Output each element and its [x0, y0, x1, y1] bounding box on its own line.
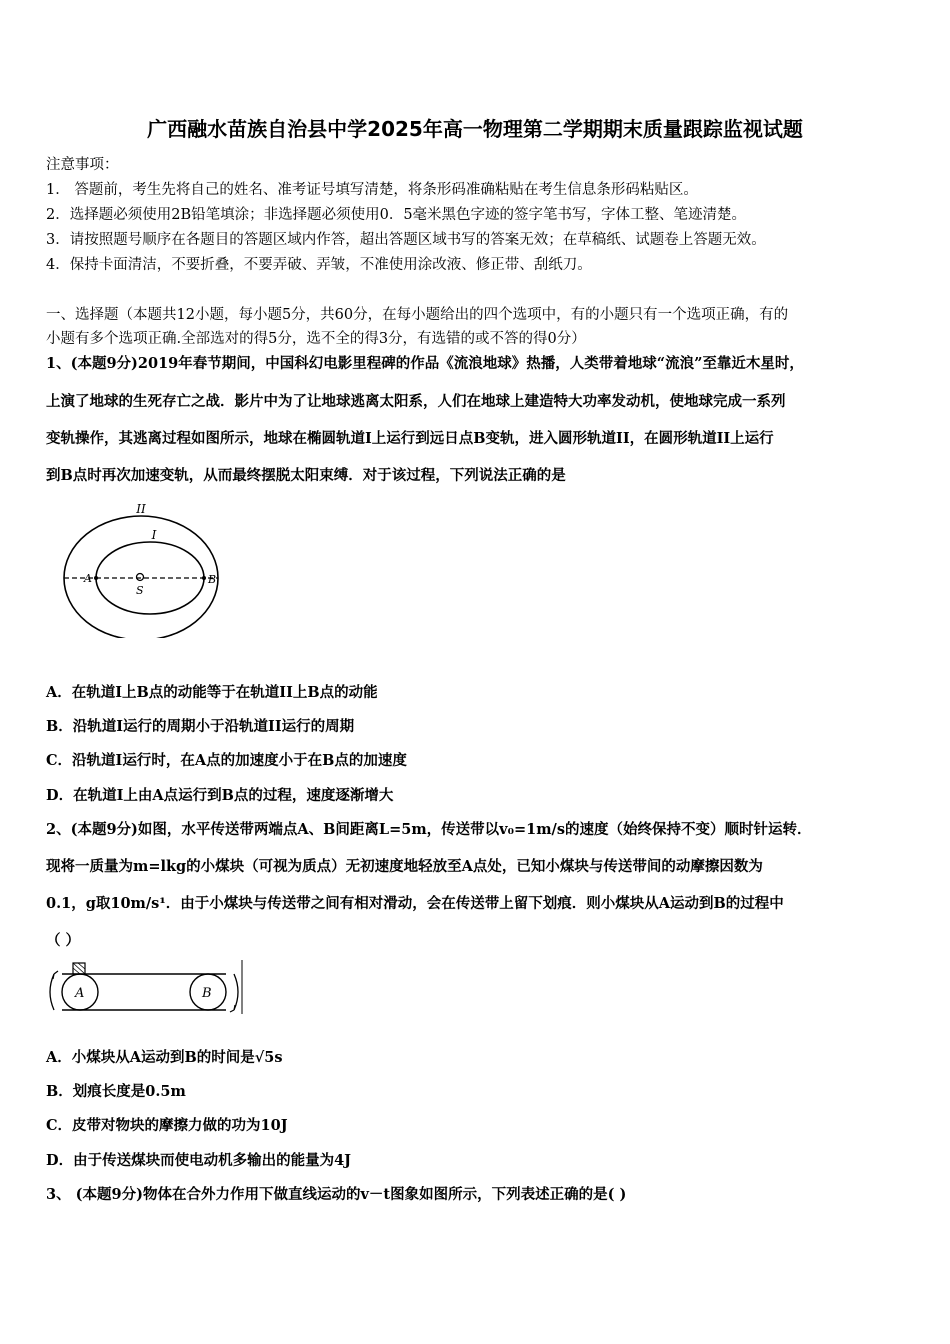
- notice-item-4: 4．保持卡面清洁，不要折叠，不要弄破、弄皱，不准使用涂改液、修正带、刮纸刀。: [46, 257, 592, 273]
- point-a-label: A: [84, 572, 92, 585]
- pulley-b-label: B: [202, 986, 212, 1001]
- q2-option-a: A．小煤块从A运动到B的时间是√5s: [46, 1049, 283, 1066]
- page-title: 广西融水苗族自治县中学2025年高一物理第二学期期末质量跟踪监视试题: [147, 117, 803, 141]
- q1-option-a: A．在轨道I上B点的动能等于在轨道II上B点的动能: [46, 684, 378, 701]
- q1-option-d: D．在轨道I上由A点运行到B点的过程，速度逐渐增大: [46, 787, 394, 804]
- right-rotation-arrow: [234, 974, 238, 1010]
- q2-stem-line-2: 现将一质量为m=lkg的小煤块（可视为质点）无初速度地轻放至A点处，已知小煤块与传送带间的动摩擦因数为: [46, 858, 763, 875]
- q3-stem: 3、 (本题9分)物体在合外力作用下做直线运动的v－t图象如图所示，下列表述正确的是( ): [46, 1186, 627, 1203]
- q1-orbit-figure: [46, 498, 236, 638]
- notice-item-3: 3．请按照题号顺序在各题目的答题区域内作答，超出答题区域书写的答案无效；在草稿纸、试题卷上答题无效。: [46, 232, 766, 248]
- q1-stem-line-3: 变轨操作，其逃离过程如图所示，地球在椭圆轨道I上运行到远日点B变轨，进入圆形轨道II，在圆形轨道II上运行: [46, 430, 774, 447]
- section-instructions-line-2: 小题有多个选项正确.全部选对的得5分，选不全的得3分，有选错的或不答的得0分）: [46, 331, 586, 347]
- point-b-label: B: [208, 573, 217, 586]
- notice-heading: 注意事项：: [46, 157, 119, 173]
- q1-option-c: C．沿轨道I运行时，在A点的加速度小于在B点的加速度: [46, 752, 407, 769]
- sun-label: S: [136, 584, 144, 597]
- pulley-a-label: A: [75, 986, 85, 1001]
- q2-option-b: B．划痕长度是0.5m: [46, 1083, 186, 1100]
- q2-option-d: D．由于传送煤块而使电动机多输出的能量为4J: [46, 1152, 352, 1169]
- q1-option-b: B．沿轨道I运行的周期小于沿轨道II运行的周期: [46, 718, 355, 735]
- q1-stem-line-4: 到B点时再次加速变轨，从而最终摆脱太阳束缚．对于该过程，下列说法正确的是: [46, 467, 566, 484]
- left-rotation-arrow: [50, 974, 54, 1010]
- orbit-i-label: I: [151, 528, 157, 542]
- sun-point: [137, 574, 144, 581]
- q2-stem-line-3: 0.1，g取10m/s¹．由于小煤块与传送带之间有相对滑动，会在传送带上留下划痕．则小煤块从A运动到B的过程中: [46, 895, 784, 912]
- q1-stem-line-1: 1、(本题9分)2019年春节期间，中国科幻电影里程碑的作品《流浪地球》热播，人类带着地球“流浪”至靠近木星时，: [46, 355, 804, 372]
- notice-item-1: 1． 答题前，考生先将自己的姓名、准考证号填写清楚，将条形码准确粘贴在考生信息条形码粘贴区。: [46, 182, 698, 198]
- q2-stem-line-1: 2、(本题9分)如图，水平传送带两端点A、B间距离L=5m，传送带以v₀=1m/s的速度（始终保持不变）顺时针运转．: [46, 821, 812, 838]
- notice-item-2: 2．选择题必须使用2B铅笔填涂；非选择题必须使用0．5毫米黑色字迹的签字笔书写，字体工整、笔迹清楚。: [46, 207, 747, 223]
- q2-conveyor-figure: [44, 960, 244, 1018]
- q1-stem-line-2: 上演了地球的生死存亡之战．影片中为了让地球逃离太阳系，人们在地球上建造特大功率发动机，使地球完成一系列: [46, 393, 786, 410]
- orbit-ii-label: II: [136, 502, 146, 516]
- point-a-dot: [94, 576, 98, 580]
- section-instructions-line-1: 一、选择题（本题共12小题，每小题5分，共60分，在每小题给出的四个选项中，有的小题只有一个选项正确，有的: [46, 307, 789, 323]
- q2-stem-line-4: （ ）: [46, 932, 81, 949]
- q2-option-c: C．皮带对物块的摩擦力做的功为10J: [46, 1117, 288, 1134]
- point-b-dot: [202, 576, 206, 580]
